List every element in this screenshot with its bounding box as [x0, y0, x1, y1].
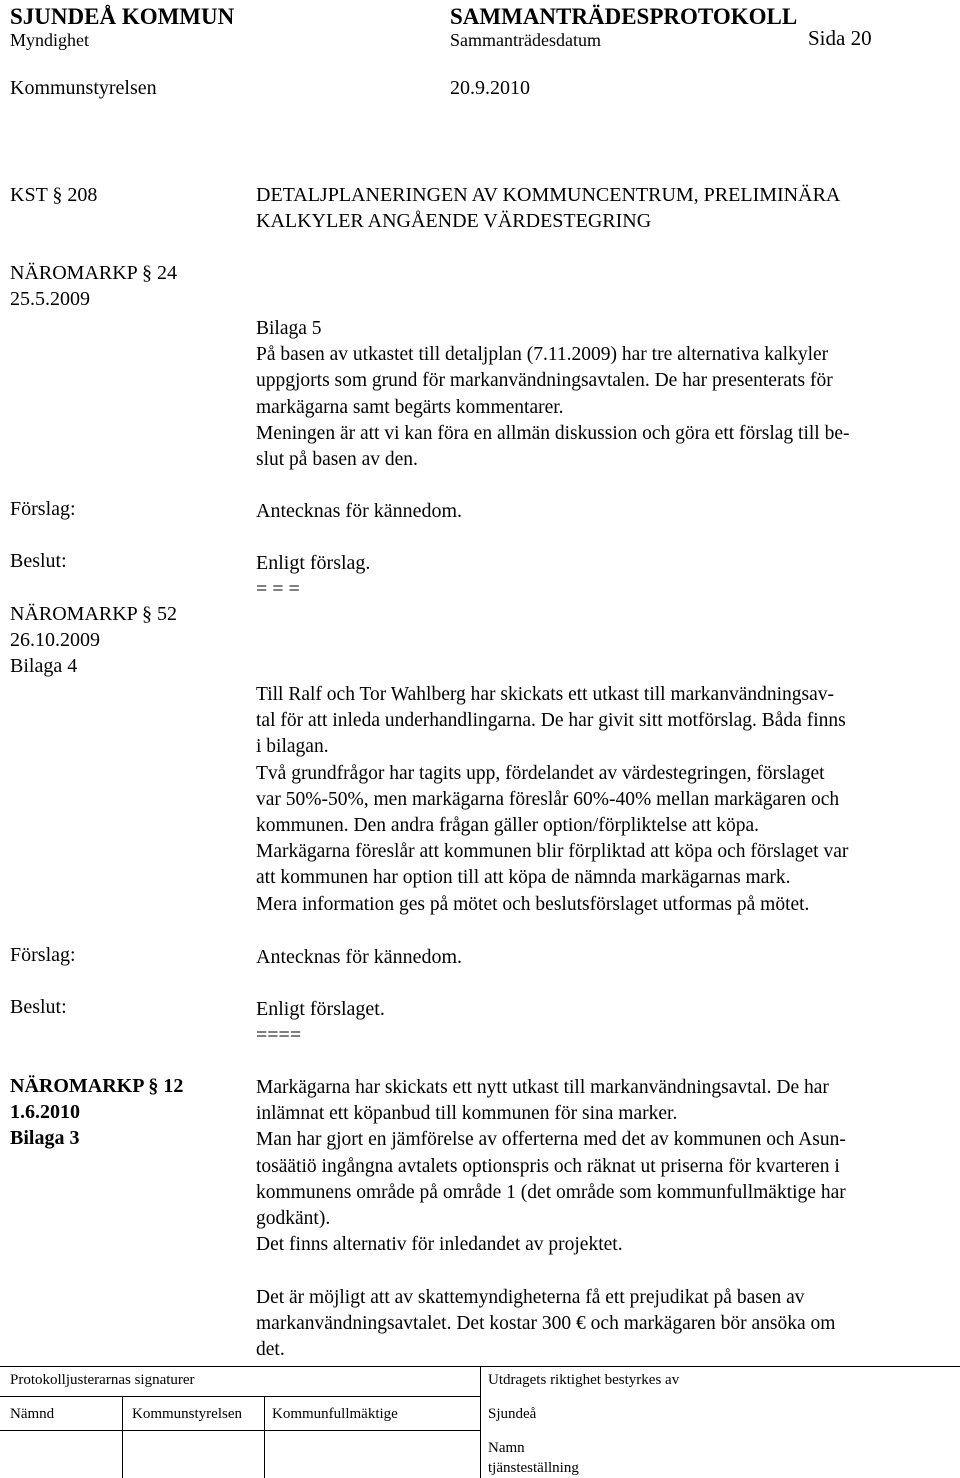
footer-divider-1	[122, 1396, 123, 1478]
signatures-label: Protokolljusterarnas signaturer	[10, 1372, 195, 1388]
decision-text-1: Enligt förslag.	[256, 552, 371, 574]
attachment-ref-4: Bilaga 4	[10, 655, 78, 677]
paragraph-line: Markägarna har skickats ett nytt utkast till markanvändningsavtal. De har	[256, 1077, 829, 1098]
place-name: Sjundeå	[488, 1406, 537, 1422]
paragraph-background	[256, 316, 956, 473]
section-ref-kst: KST § 208	[10, 184, 98, 206]
paragraph-line: var 50%-50%, men markägarna föreslår 60%-40% mellan markägaren och	[256, 788, 840, 810]
separator-2: ====	[256, 1024, 302, 1046]
label-forslag-2: Förslag:	[10, 944, 76, 966]
decision-text-2: Enligt förslaget.	[256, 998, 385, 1020]
paragraph-line: Man har gjort en jämförelse av offerterna med det av kommunen och Asun-	[256, 1129, 846, 1151]
attachment-ref-3: Bilaga 3	[10, 1127, 80, 1149]
document-type: SAMMANTRÄDESPROTOKOLL	[450, 4, 798, 29]
paragraph-line: På basen av utkastet till detaljplan (7.11.2009) har tre alternativa kalkyler	[256, 344, 829, 366]
paragraph-precedent	[256, 1285, 956, 1364]
paragraph-line: slut på basen av den.	[256, 449, 418, 471]
section-date-2: 26.10.2009	[10, 629, 100, 651]
paragraph-line: godkänt).	[256, 1208, 331, 1230]
label-beslut-2: Beslut:	[10, 996, 67, 1018]
paragraph-line: Markägarna föreslår att kommunen blir förpliktad att köpa och förslaget var	[256, 841, 849, 863]
section-title-line-2: KALKYLER ANGÅENDE VÄRDESTEGRING	[256, 210, 652, 232]
paragraph-line: i bilagan.	[256, 736, 329, 758]
paragraph-line: Bilaga 5	[256, 318, 322, 339]
paragraph-line: markanvändningsavtalet. Det kostar 300 € och markägaren bör ansöka om	[256, 1313, 836, 1335]
proposal-text-2: Antecknas för kännedom.	[256, 946, 463, 968]
section-date-3: 1.6.2010	[10, 1101, 80, 1123]
paragraph-line: uppgjorts som grund för markanvändningsavtalen. De har presenterats för	[256, 370, 833, 392]
paragraph-line: att kommunen har option till att köpa de nämnda markägarnas mark.	[256, 867, 791, 889]
page-number: Sida 20	[808, 26, 872, 50]
authority-label: Myndighet	[10, 30, 89, 50]
section-ref-naromarkp-12: NÄROMARKP § 12	[10, 1075, 184, 1097]
footer-divider-center	[480, 1366, 481, 1478]
section-ref-naromarkp-52: NÄROMARKP § 52	[10, 603, 178, 625]
footer-rule-mid	[0, 1396, 480, 1397]
paragraph-line: tosäätiö ingångna avtalets optionspris och räknat ut priserna för kvarteren i	[256, 1155, 840, 1177]
org-name: SJUNDEÅ KOMMUN	[10, 4, 235, 29]
paragraph-line: kommunens område på område 1 (det område som kommunfullmäktige har	[256, 1181, 846, 1203]
paragraph-line: det.	[256, 1339, 285, 1361]
paragraph-line: Meningen är att vi kan föra en allmän diskussion och göra ett förslag till be-	[256, 422, 850, 444]
column-kommunfullmaktige: Kommunfullmäktige	[272, 1406, 398, 1422]
extract-verified-label: Utdragets riktighet bestyrkes av	[488, 1372, 680, 1388]
column-namnd: Nämnd	[10, 1406, 55, 1422]
section-date-1: 25.5.2009	[10, 288, 90, 310]
paragraph-new-draft	[256, 1075, 956, 1258]
column-kommunstyrelsen: Kommunstyrelsen	[132, 1406, 242, 1422]
paragraph-line: inlämnat ett köpanbud till kommunen för sina marker.	[256, 1103, 678, 1125]
paragraph-line: Det är möjligt att av skattemyndigheterna få ett prejudikat på basen av	[256, 1287, 805, 1308]
section-title-line-1: DETALJPLANERINGEN AV KOMMUNCENTRUM, PRELIMINÄRA	[256, 184, 841, 206]
name-label: Namn	[488, 1440, 525, 1456]
footer-rule-low	[0, 1430, 480, 1431]
position-label: tjänsteställning	[488, 1460, 579, 1476]
paragraph-line: Två grundfrågor har tagits upp, fördelandet av värdestegringen, förslaget	[256, 762, 825, 784]
date-label: Sammanträdesdatum	[450, 30, 601, 50]
separator-1: = = =	[256, 578, 300, 600]
paragraph-negotiations	[256, 682, 956, 918]
paragraph-line: Det finns alternativ för inledandet av projektet.	[256, 1234, 623, 1256]
label-beslut-1: Beslut:	[10, 550, 67, 572]
paragraph-line: Mera information ges på mötet och beslutsförslaget utformas på mötet.	[256, 893, 810, 915]
footer-divider-2	[264, 1396, 265, 1478]
authority-name: Kommunstyrelsen	[10, 77, 157, 99]
paragraph-line: Till Ralf och Tor Wahlberg har skickats ett utkast till markanvändningsav-	[256, 684, 835, 705]
section-ref-naromarkp-24: NÄROMARKP § 24	[10, 262, 178, 284]
meeting-date: 20.9.2010	[450, 77, 530, 99]
proposal-text-1: Antecknas för kännedom.	[256, 500, 463, 522]
paragraph-line: kommunen. Den andra frågan gäller option/förpliktelse att köpa.	[256, 815, 760, 837]
paragraph-line: tal för att inleda underhandlingarna. De har givit sitt motförslag. Båda finns	[256, 710, 846, 732]
paragraph-line: markägarna samt begärts kommentarer.	[256, 396, 564, 418]
label-forslag-1: Förslag:	[10, 498, 76, 520]
